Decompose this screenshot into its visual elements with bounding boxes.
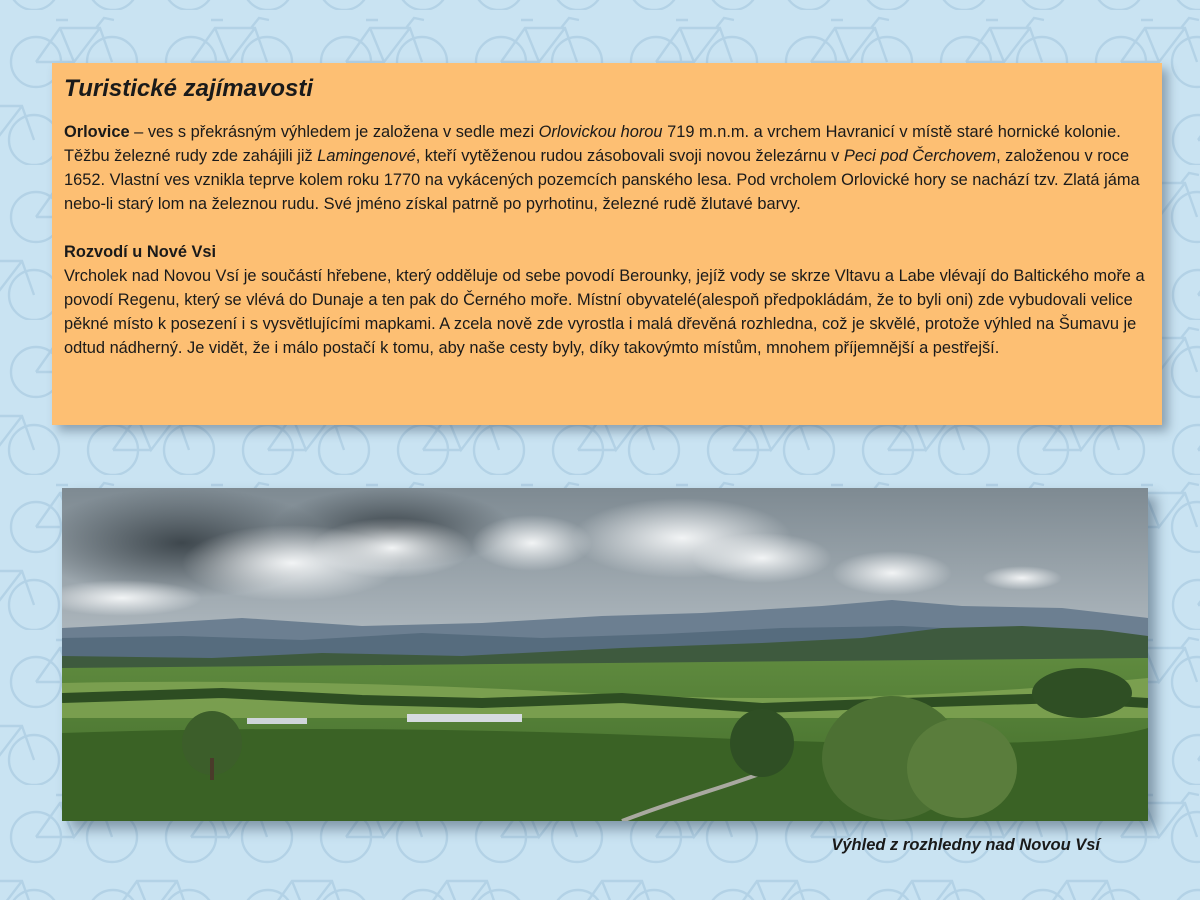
orlovice-text-2: 719 m.n.m. a vrchem Havranicí v místě staré hornické kolonie. Těžbu železné rudy zde zahájili již <box>64 123 1121 165</box>
text-panel <box>52 63 1162 425</box>
rozvodi-heading: Rozvodí u Nové Vsi <box>64 243 217 261</box>
landscape-illustration <box>62 488 1148 821</box>
rozvodi-paragraph: Vrcholek nad Novou Vsí je součástí hřebene, který odděluje od sebe povodí Berounky, jejíž vody se skrze Vltavu a Labe vlévají do Baltického moře a povodí Regenu, který se vlévá do Dunaje a ten pak do Černého moře. Místní obyvatelé(alespoň předpokládám, že to byli oni) zde vybudovali velice pěkné místo k posezení i s vysvětlujícími mapkami. A zcela nově zde vyrostla i malá dřevěná rozhledna, což je skvělé, protože výhled na Šumavu je odtud nádherný. Je vidět, že i málo postačí k tomu, aby naše cesty byly, díky takovýmto místům, mnohem příjemnější a pestřejší. <box>64 267 1145 357</box>
orlovice-paragraph <box>64 120 1148 216</box>
orlovice-text-4: , založenou v roce 1652. Vlastní ves vznikla teprve kolem roku 1770 na vykácených pozemcích panského lesa. Pod vrcholem Orlovické hory se nachází tzv. Zlatá jáma nebo-li starý lom na železnou rudu. Své jméno získal patrně po pyrhotinu, železné rudě žlutavé barvy. <box>64 147 1140 213</box>
orlovice-emphasis-3: Peci pod Čerchovem <box>843 147 997 165</box>
orlovice-heading: Orlovice <box>64 123 130 141</box>
photo-caption: Výhled z rozhledny nad Novou Vsí <box>831 836 1100 854</box>
orlovice-emphasis-1: Orlovickou horou <box>538 123 663 141</box>
orlovice-text-1: – ves s překrásným výhledem je založena v sedle mezi <box>129 123 539 141</box>
landscape-photo <box>62 488 1148 821</box>
orlovice-emphasis-2: Lamingenové <box>317 147 416 165</box>
page-title: Turistické zajímavosti <box>64 75 313 102</box>
orlovice-text-3: , kteří vytěženou rudou zásobovali svoji novou železárnu v <box>415 147 844 165</box>
